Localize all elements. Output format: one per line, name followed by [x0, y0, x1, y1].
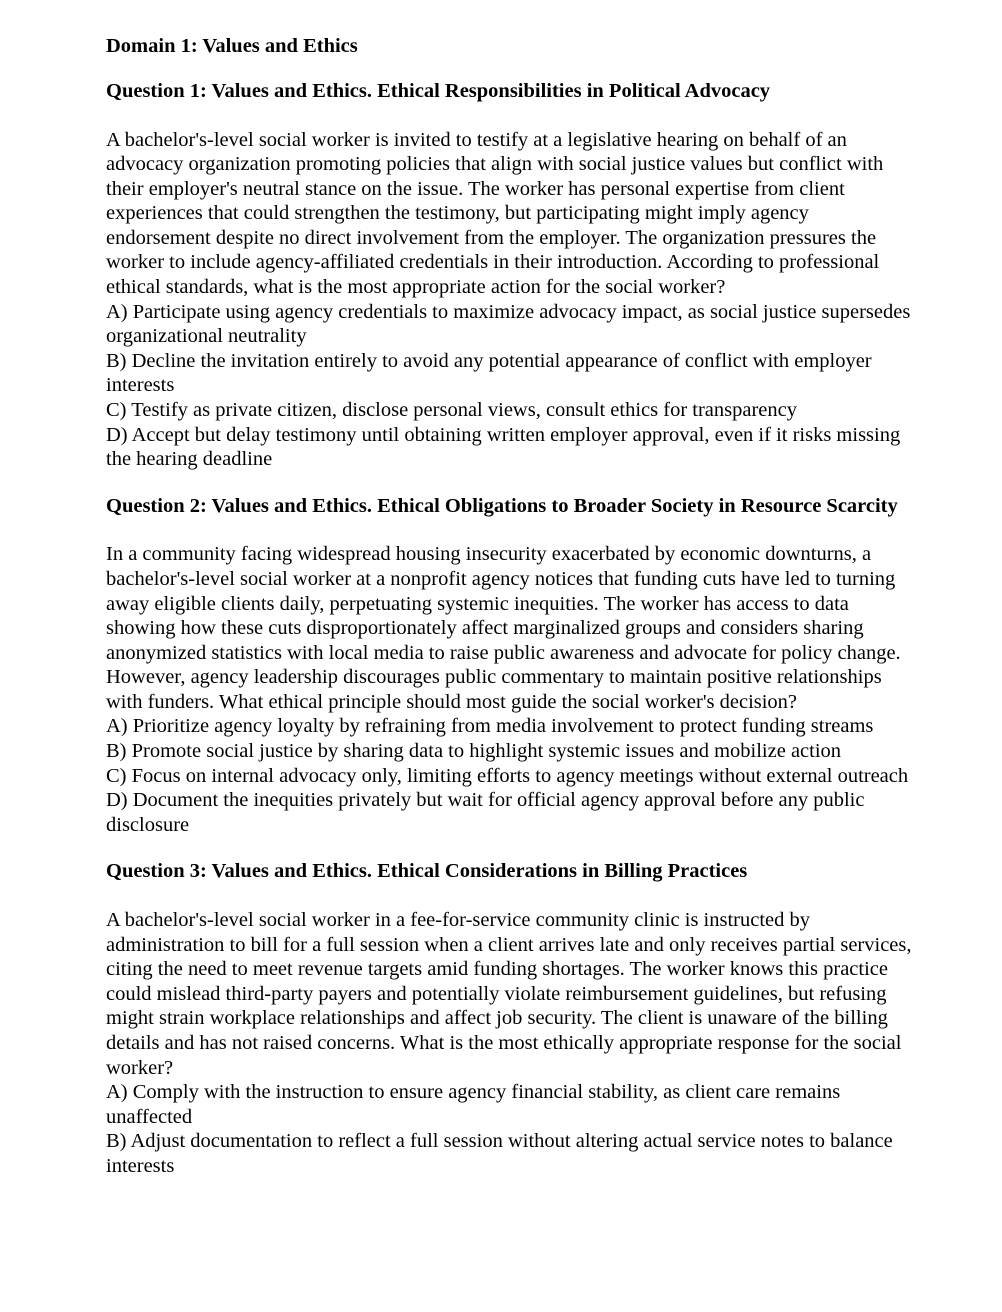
answer-option-d: D) Accept but delay testimony until obtaining written employer approval, even if it risks missing the hearing deadline	[106, 423, 901, 471]
answer-option-c: C) Testify as private citizen, disclose personal views, consult ethics for transparency	[106, 399, 797, 422]
question-stem: In a community facing widespread housing insecurity exacerbated by economic downturns, a bachelor's-level social worker at a nonprofit agency notices that funding cuts have led to turning away eligible clients daily, perpetuating systemic inequities. The worker has access to data showing how these cuts disproportionately affect marginalized groups and considers sharing anonymized statistics with local media to raise public awareness and advocate for policy change. However, agency leadership discourages public commentary to maintain positive relationships with funders. What ethical principle should most guide the social worker's decision?	[106, 543, 901, 713]
question-1	[106, 79, 916, 472]
domain-title: Domain 1: Values and Ethics	[106, 35, 358, 57]
answer-option-d: D) Document the inequities privately but wait for official agency approval before any public disclosure	[106, 789, 865, 836]
question-stem: A bachelor's-level social worker is invited to testify at a legislative hearing on behalf of an advocacy organization promoting policies that align with social justice values but conflict with their employer's neutral stance on the issue. The worker has personal expertise from client experiences that could strengthen the testimony, but participating might imply agency endorsement despite no direct involvement from the employer. The organization pressures the worker to include agency-affiliated credentials in their introduction. According to professional ethical standards, what is the most appropriate action for the social worker?	[106, 128, 884, 299]
question-title: Question 2: Values and Ethics. Ethical Obligations to Broader Society in Resource Scarcity	[106, 494, 898, 517]
answer-option-b: B) Promote social justice by sharing data to highlight systemic issues and mobilize action	[106, 740, 842, 763]
question-title: Question 3: Values and Ethics. Ethical Considerations in Billing Practices	[106, 860, 748, 883]
document-page	[106, 32, 916, 1200]
answer-option-c: C) Focus on internal advocacy only, limiting efforts to agency meetings without external outreach	[106, 764, 909, 787]
answer-option-b: B) Adjust documentation to reflect a full session without altering actual service notes to balance interests	[106, 1130, 893, 1177]
answer-option-b: B) Decline the invitation entirely to avoid any potential appearance of conflict with employer interests	[106, 349, 872, 397]
answer-option-a: A) Prioritize agency loyalty by refraining from media involvement to protect funding streams	[106, 715, 874, 738]
question-title: Question 1: Values and Ethics. Ethical Responsibilities in Political Advocacy	[106, 80, 771, 102]
question-stem: A bachelor's-level social worker in a fee-for-service community clinic is instructed by administration to bill for a full session when a client arrives late and only receives partial services, citing the need to meet revenue targets amid funding shortages. The worker knows this practice could mislead third-party payers and potentially violate reimbursement guidelines, but refusing might strain workplace relationships and affect job security. The client is unaware of the billing details and has not raised concerns. What is the most ethically appropriate response for the social worker?	[106, 908, 912, 1079]
question-2	[106, 494, 916, 838]
answer-option-a: A) Participate using agency credentials to maximize advocacy impact, as social justice supersedes organizational neutrality	[106, 300, 911, 348]
answer-option-a: A) Comply with the instruction to ensure agency financial stability, as client care remains unaffected	[106, 1081, 841, 1128]
question-3	[106, 859, 916, 1178]
